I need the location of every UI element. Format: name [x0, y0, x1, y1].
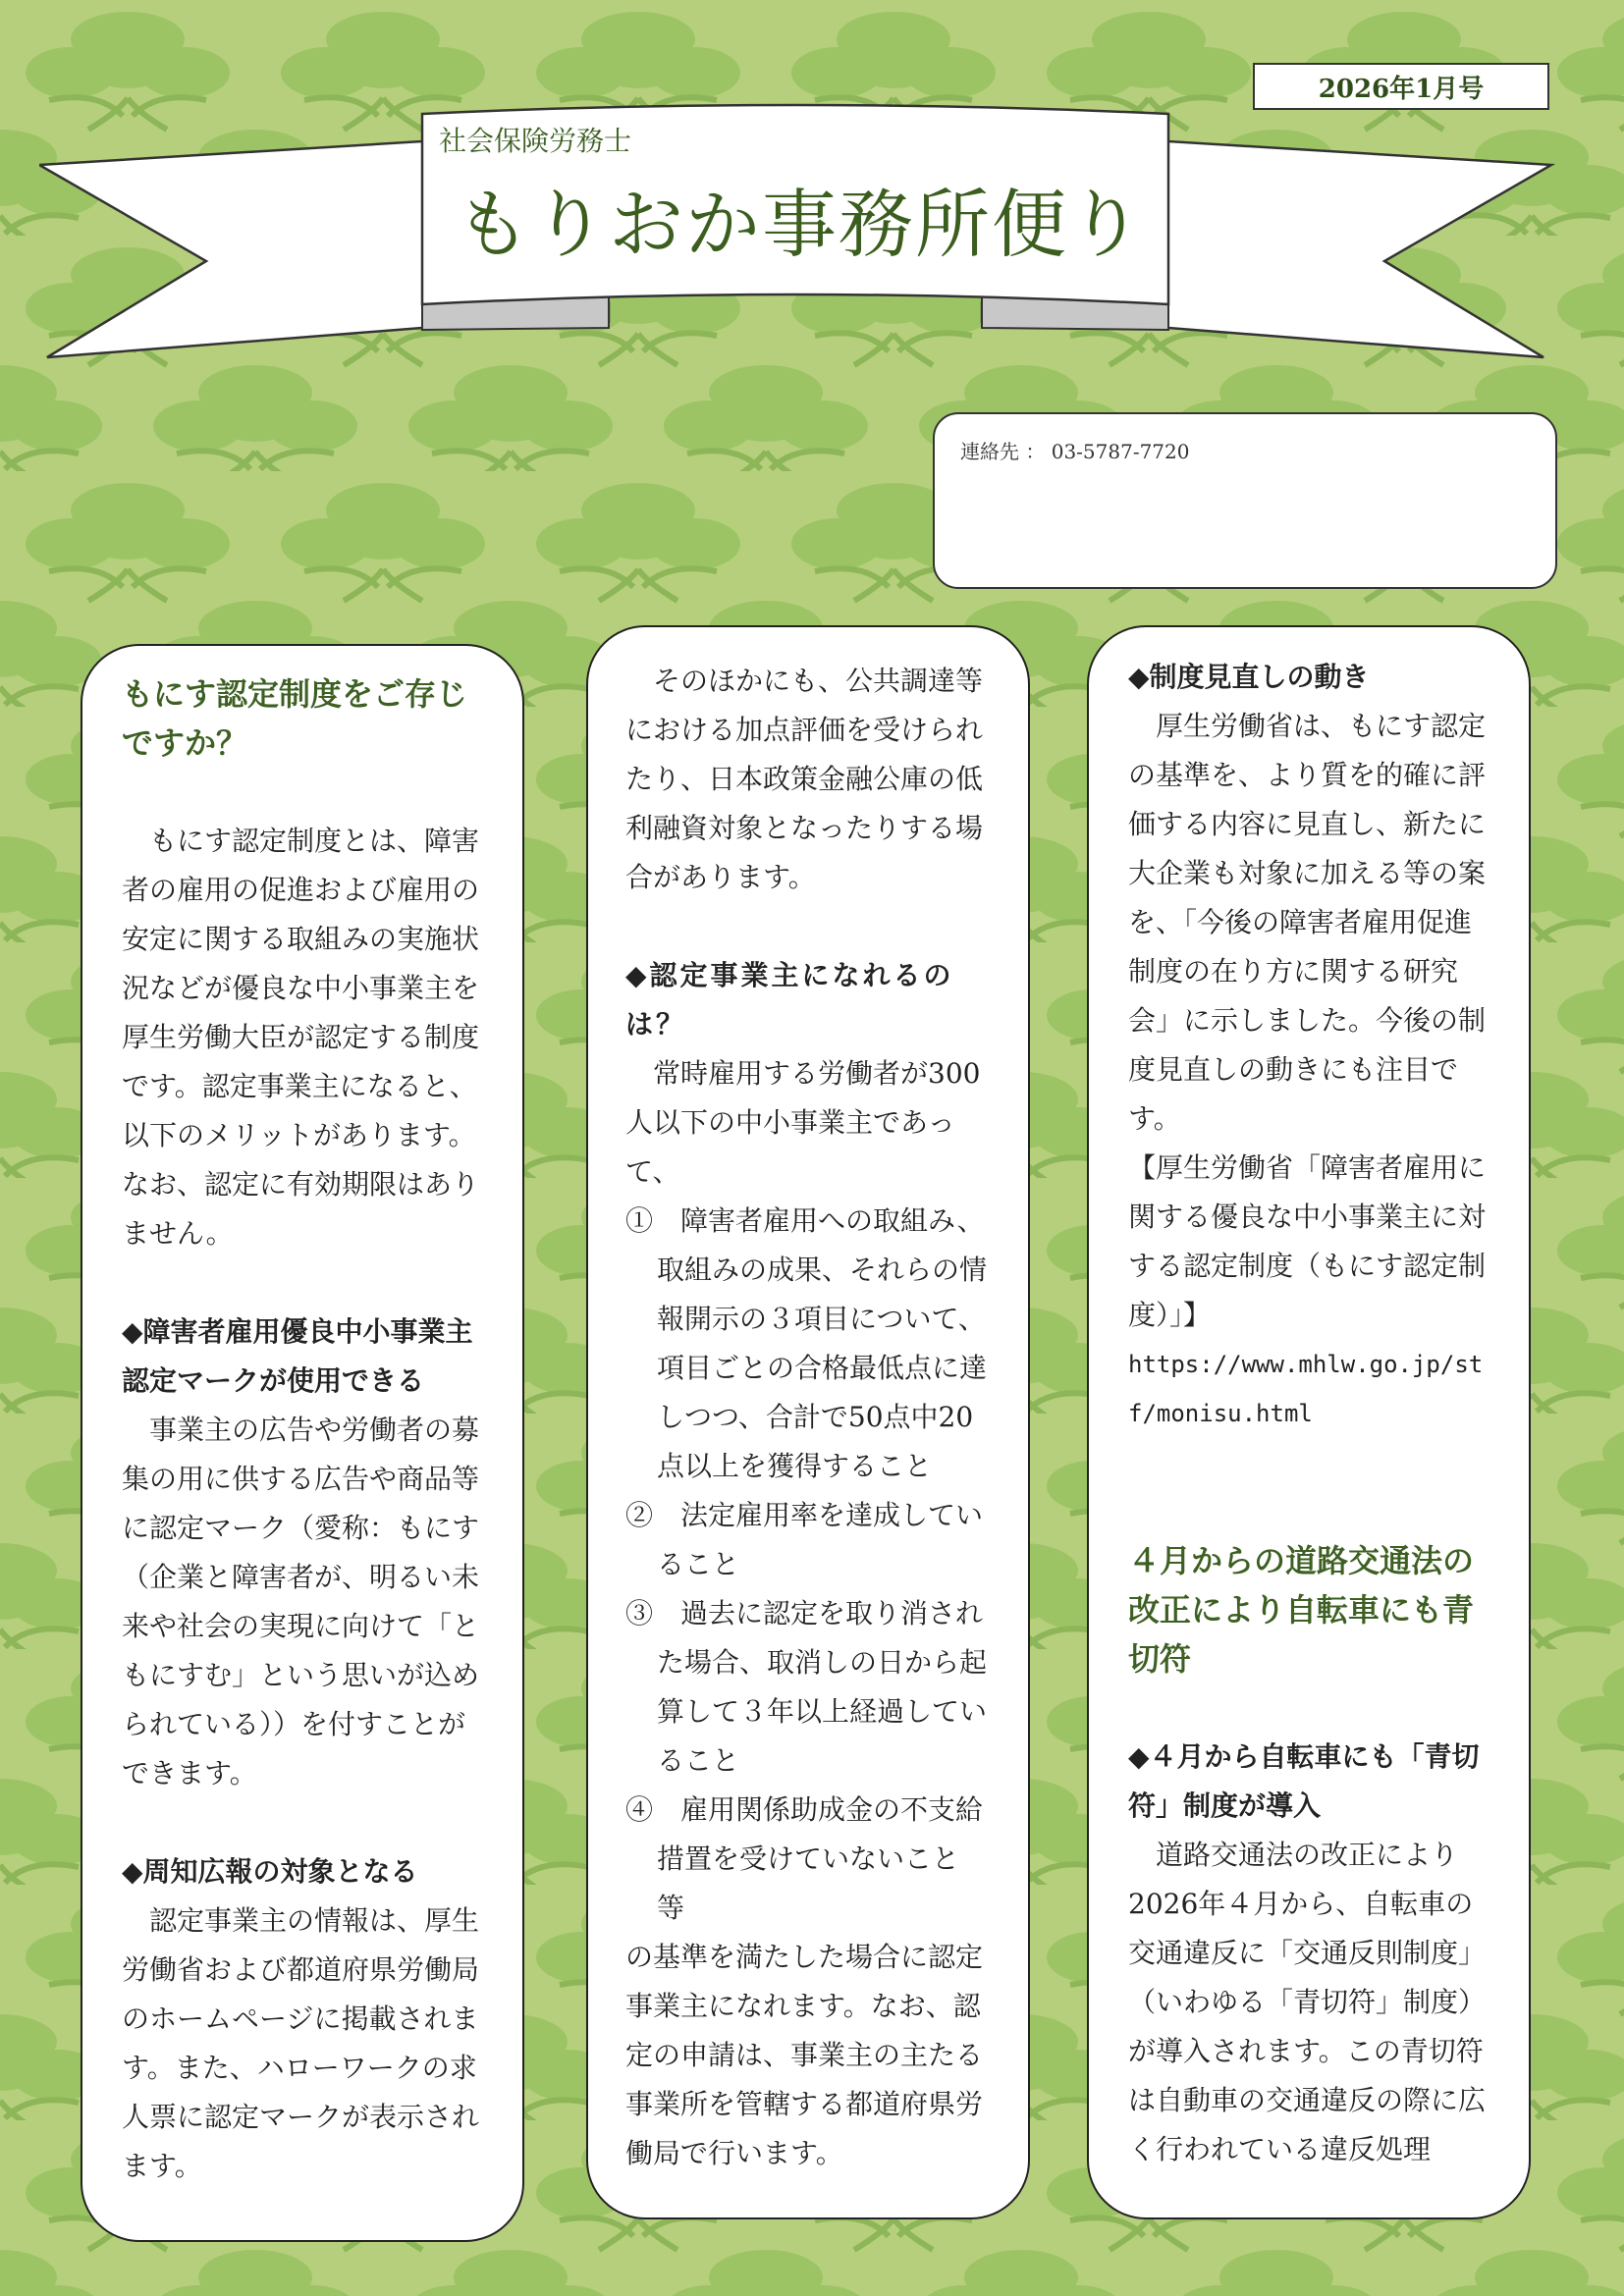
column-review-and-bicycle: [1087, 625, 1531, 2219]
section-heading-mark: ◆障害者雇用優良中小事業主認定マークが使用できる: [122, 1315, 473, 1397]
section-paragraph-publicity: 認定事業主の情報は、厚生労働省および都道府県労働局のホームページに掲載されます。また、ハローワークの求人票に認定マークが表示されます。: [122, 1904, 480, 2182]
section-paragraph-review: 厚生労働省は、もにす認定の基準を、より質を的確に評価する内容に見直し、新たに大企業も対象に加える等の案を、「今後の障害者雇用促進制度の在り方に関する研究会」に示しました。今後の制度見直しの動きにも注目です。: [1128, 710, 1487, 1135]
column-monisu-criteria: [586, 625, 1030, 2219]
newsletter-subtitle: 社会保険労務士: [439, 125, 632, 157]
section-heading-blue-ticket: ◆４月から自転車にも「青切符」制度が導入: [1128, 1740, 1480, 1822]
column-monisu-intro: [81, 644, 524, 2242]
source-url-link[interactable]: https://www.mhlw.go.jp/stf/monisu.html: [1128, 1351, 1484, 1427]
section-heading-publicity: ◆周知広報の対象となる: [122, 1855, 418, 1888]
contact-box: [933, 412, 1557, 589]
intro-paragraph: そのほかにも、公共調達等における加点評価を受けられたり、日本政策金融公庫の低利融資対象となったりする場合があります。: [625, 665, 984, 893]
section-heading-review: ◆制度見直しの動き: [1128, 661, 1370, 693]
section-paragraph-mark: 事業主の広告や労働者の募集の用に供する広告や商品等に認定マーク（愛称：もにす（企業と障害者が、明るい未来や社会の実現に向けて「ともにすむ」という思いが込められている））を付すことができます。: [122, 1414, 480, 1789]
section-paragraph-blue-ticket: 道路交通法の改正により2026年４月から、自転車の交通違反に「交通反則制度」（いわゆる「青切符」制度）が導入されます。この青切符は自動車の交通違反の際に広く行われている違反処理: [1128, 1839, 1487, 2165]
article-heading: もにす認定制度をご存じですか？: [122, 675, 468, 762]
criteria-item: ② 法定雇用率を達成していること: [625, 1499, 984, 1580]
criteria-item: ④ 雇用関係助成金の不支給措置を受けていないこと 等: [625, 1793, 988, 1924]
article-heading-bicycle: ４月からの道路交通法の改正により自転車にも青切符: [1128, 1542, 1475, 1678]
intro-paragraph: もにす認定制度とは、障害者の雇用の促進および雇用の安定に関する取組みの実施状況などが優良な中小事業主を厚生労働大臣が認定する制度です。認定事業主になると、以下のメリットがあります。なお、認定に有効期限はありません。: [122, 825, 480, 1250]
criteria-item: ① 障害者雇用への取組み、取組みの成果、それらの情報開示の３項目について、項目ごとの合格最低点に達しつつ、合計で50点中20点以上を獲得すること: [625, 1204, 988, 1482]
contact-text: 連絡先 ： 03-5787-7720: [960, 440, 1190, 463]
closing-paragraph: の基準を満たした場合に認定事業主になれます。なお、認定の申請は、事業主の主たる事業所を管轄する都道府県労働局で行います。: [625, 1941, 984, 2169]
criteria-item: ③ 過去に認定を取り消された場合、取消しの日から起算して３年以上経過していること: [625, 1597, 988, 1777]
issue-date: 2026年1月号: [1253, 63, 1549, 110]
section-heading-eligibility: ◆認定事業主になれるのは？: [625, 959, 954, 1041]
newsletter-title: もりおか事務所便り: [456, 181, 1145, 268]
source-citation: 【厚生労働省「障害者雇用に関する優良な中小事業主に対する認定制度（もにす認定制度）」】: [1128, 1151, 1487, 1331]
section-paragraph-eligibility: 常時雇用する労働者が300人以下の中小事業主であって、: [625, 1057, 981, 1188]
criteria-list: [625, 1197, 991, 1933]
